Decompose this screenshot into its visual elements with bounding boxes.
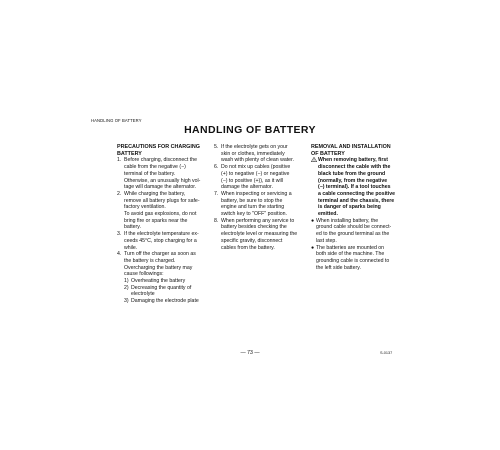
list-item	[214, 164, 306, 191]
item-line: battery besides checking the	[221, 224, 287, 231]
bullet-icon: ●	[311, 244, 315, 251]
bullet-line: ed to the ground terminal as the	[316, 231, 390, 238]
sub-item: 3) Damaging the electrode plate	[124, 298, 199, 305]
sub-item: 1) Overheating the battery	[124, 278, 186, 285]
section-heading: PRECAUTIONS FOR CHARGING	[117, 144, 200, 150]
warning-line: a cable connecting the positive	[318, 190, 395, 197]
list-item	[117, 231, 207, 251]
item-line: Do not mix up cables (positive	[221, 164, 291, 171]
bullet-line: the left side battery.	[316, 264, 361, 271]
item-line: engine and turn the starting	[221, 204, 285, 211]
warning-line: black tube from the ground	[318, 170, 386, 177]
list-item	[117, 251, 207, 278]
item-line: bring fire or sparks near the	[124, 217, 188, 224]
item-line: If the electrolyte gets on your	[221, 144, 288, 150]
item-line: To avoid gas explosions, do not	[124, 211, 197, 218]
list-item	[214, 144, 306, 164]
bullet-item	[311, 245, 403, 272]
page-number: — 73 —	[240, 350, 260, 356]
item-line: battery.	[124, 224, 141, 231]
warning-block	[311, 157, 403, 217]
item-line: terminal of the battery.	[124, 170, 176, 177]
item-line: Turn off the charger as soon as	[124, 251, 196, 258]
item-line: (+) to negative (−) or negative	[221, 170, 290, 177]
item-line: If the electrolyte temperature ex-	[124, 231, 199, 238]
item-line: While charging the battery,	[124, 190, 186, 197]
item-line: wash with plenty of clean water.	[221, 157, 294, 164]
warning-line: emitted.	[318, 211, 338, 218]
item-line: Before charging, disconnect the	[124, 157, 197, 164]
item-number: 1.	[117, 157, 122, 164]
item-line: Otherwise, an unusually high vol-	[124, 177, 201, 184]
warning-line: (normally, from the negative	[318, 177, 388, 184]
page-title: HANDLING OF BATTERY	[184, 124, 316, 136]
item-number: 3.	[117, 231, 122, 238]
bullet-line: When installing battery, the	[316, 217, 379, 224]
item-number: 5.	[214, 144, 219, 150]
item-number: 4.	[117, 251, 122, 258]
item-line: cables from the battery.	[221, 244, 275, 251]
bullet-item	[311, 218, 403, 245]
section-heading-cont: BATTERY	[117, 150, 142, 157]
item-number: 2.	[117, 190, 122, 197]
sub-item-cont: electrolyte	[131, 291, 155, 298]
warning-line: When removing battery, first	[318, 157, 388, 164]
item-line: (−) to positive (+)), as it will	[221, 177, 283, 184]
item-line: while.	[124, 244, 138, 251]
bullet-line: ground cable should be connect-	[316, 224, 392, 231]
list-item	[117, 191, 207, 231]
warning-icon	[311, 157, 318, 217]
sub-item: 2) Decreasing the quantity of	[124, 284, 192, 291]
item-number: 7.	[214, 190, 219, 197]
column-precautions-cont	[214, 144, 306, 251]
column-precautions	[117, 144, 207, 305]
bullet-line: both side of the machine. The	[316, 251, 385, 258]
item-line: Overcharging the battery may	[124, 264, 193, 271]
item-line: cause followings:	[124, 271, 164, 278]
item-line: tage will damage the alternator.	[124, 184, 197, 191]
warning-line: terminal and the chassis, there	[318, 197, 395, 204]
running-head: HANDLING OF BATTERY	[91, 118, 142, 123]
item-line: factory ventilation.	[124, 204, 166, 211]
item-line: cable from the negative (−)	[124, 164, 186, 171]
warning-line: is danger of sparks being	[318, 204, 381, 211]
item-line: the battery is charged.	[124, 257, 176, 264]
item-line: battery, be sure to stop the	[221, 197, 283, 204]
bullet-line: The batteries are mounted on	[316, 244, 385, 251]
item-line: ceeds 45°C, stop charging for a	[124, 237, 197, 244]
item-number: 6.	[214, 164, 219, 171]
list-item	[214, 191, 306, 218]
bullet-line: grounding cable is connected to	[316, 257, 390, 264]
bullet-icon: ●	[311, 217, 315, 224]
item-line: When performing any service to	[221, 217, 295, 224]
section-heading: REMOVAL AND INSTALLATION	[311, 144, 391, 150]
bullet-line: last step.	[316, 237, 337, 244]
warning-line: (−) terminal). If a tool touches	[318, 184, 391, 191]
sub-list	[117, 278, 207, 305]
item-line: damage the alternator.	[221, 184, 273, 191]
warning-line: disconnect the cable with the	[318, 164, 391, 171]
item-line: When inspecting or servicing a	[221, 190, 292, 197]
item-line: remove all battery plugs for safe-	[124, 197, 200, 204]
item-line: electrolyte level or measuring the	[221, 231, 298, 238]
list-item	[214, 218, 306, 252]
item-line: specific gravity, disconnect	[221, 237, 283, 244]
column-removal	[311, 144, 403, 271]
section-heading-cont: OF BATTERY	[311, 150, 345, 157]
item-line: skin or clothes, immediately	[221, 150, 285, 157]
list-item	[117, 157, 207, 191]
document-code: S-0137	[380, 351, 393, 355]
item-line: switch key to "OFF" position.	[221, 211, 287, 218]
item-number: 8.	[214, 217, 219, 224]
